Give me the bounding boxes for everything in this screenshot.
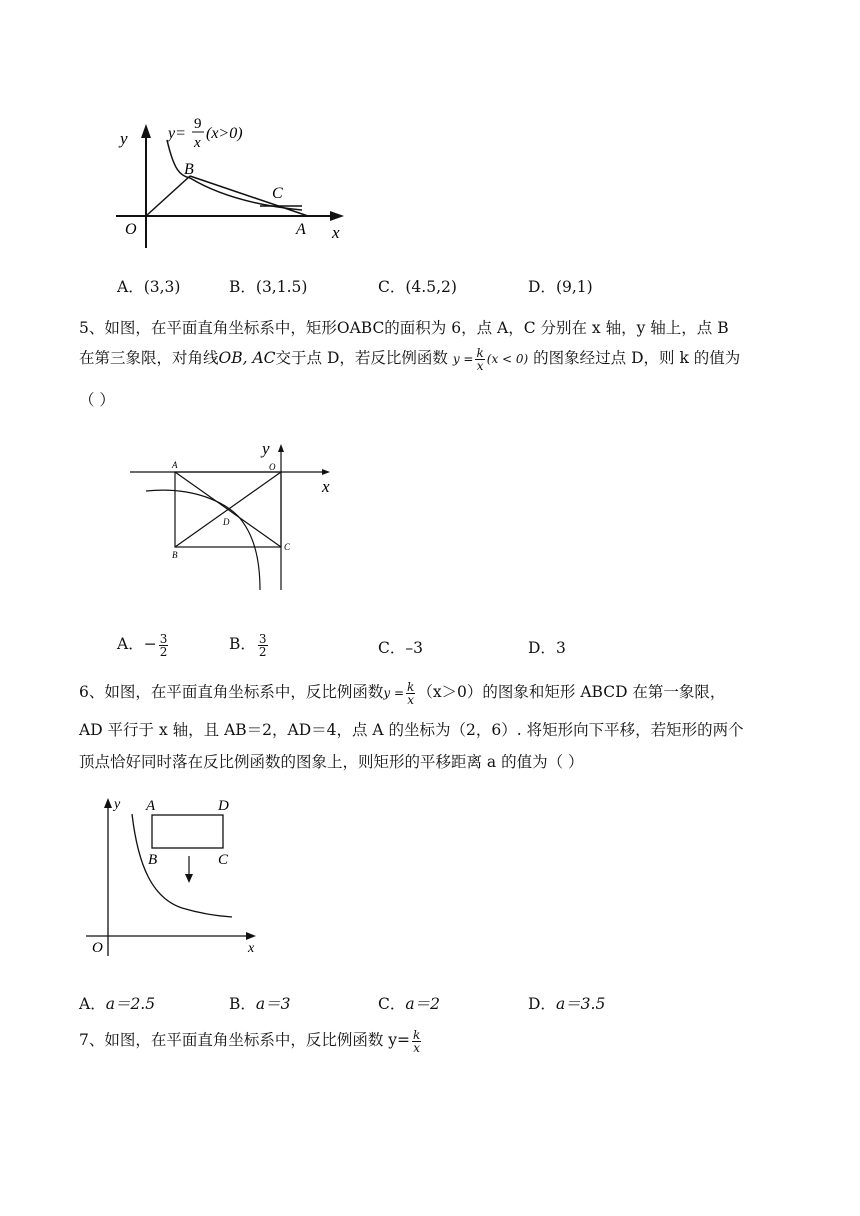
y-label: y (262, 439, 270, 458)
figure-q6 (82, 790, 272, 960)
point-a-label: A (146, 798, 156, 814)
point-a-label: A (172, 460, 178, 470)
y-axis-arrow (278, 444, 284, 452)
x-axis-arrow (322, 469, 330, 475)
point-c-label: C (218, 852, 229, 868)
q6-line-3: 顶点恰好同时落在反比例函数的图象上，则矩形的平移距离 a 的值为（ ） (79, 753, 584, 771)
origin-label: O (92, 940, 103, 956)
func-num: 9 (194, 116, 202, 132)
q5-line-3: （ ） (79, 391, 115, 409)
q6-fraction: $\frac{k}{x}$ (407, 679, 415, 707)
q5-line-1: 5、如图，在平面直角坐标系中，矩形OABC的面积为 6，点 A，C 分别在 x 轴，y 轴上，点 B (79, 319, 729, 337)
q5-fraction: $\frac{k}{x}$ (476, 345, 484, 373)
origin-label: O (269, 462, 276, 472)
point-d-label: D (223, 517, 230, 527)
q6-option-b[interactable]: B．a＝3 (229, 995, 291, 1013)
x-axis-arrow (246, 932, 256, 940)
x-label: x (248, 941, 255, 956)
q6-option-a[interactable]: A．a＝2.5 (79, 995, 156, 1013)
origin-label: O (125, 221, 137, 238)
option-fraction: $\frac{3}{2}$ (258, 631, 267, 659)
q7-fraction: $\frac{k}{x}$ (413, 1027, 421, 1055)
option-fraction: $\frac{3}{2}$ (159, 631, 168, 659)
q4-option-a[interactable] (117, 275, 180, 297)
q4-option-d[interactable] (528, 275, 593, 297)
y-label: y (114, 797, 121, 812)
x-label: x (332, 223, 340, 242)
point-c-label: C (284, 542, 291, 552)
func-cond: (x>0) (206, 125, 243, 142)
option-letter: D． (528, 278, 556, 296)
option-value: (4.5,2) (405, 278, 457, 296)
point-b-label: B (184, 161, 194, 178)
point-d-label: D (218, 798, 229, 814)
point-b-label: B (148, 852, 158, 868)
func-lhs: y= (168, 125, 186, 142)
q6-line-2: AD 平行于 x 轴，且 AB＝2，AD＝4，点 A 的坐标为（2，6）. 将矩形向下平移，若矩形的两个 (79, 721, 744, 739)
rectangle-abcd (152, 815, 223, 848)
figure-q4 (110, 110, 360, 250)
option-value: (3,1.5) (255, 278, 308, 296)
q7-line-1: 7、如图，在平面直角坐标系中，反比例函数 y= $\frac{k}{x}$ (79, 1027, 421, 1055)
point-a-label: A (296, 221, 306, 238)
func-den: x (194, 135, 201, 151)
point-b-label: B (172, 550, 178, 560)
q5-option-a[interactable]: A．− $\frac{3}{2}$ (117, 631, 168, 659)
q4-option-b[interactable] (229, 275, 307, 297)
q6-option-c[interactable]: C．a＝2 (378, 995, 440, 1013)
q5-line-2: 在第三象限，对角线OB, AC交于点 D，若反比例函数 y = $\frac{k}{x}$ (x < 0) 的图象经过点 D，则 k 的值为 (79, 345, 741, 373)
figure-q5 (126, 434, 346, 594)
q6-line-1: 6、如图，在平面直角坐标系中，反比例函数y = $\frac{k}{x}$ （x＞0）的图象和矩形 ABCD 在第一象限， (79, 679, 726, 707)
option-letter: A． (117, 278, 144, 296)
option-letter: C． (378, 278, 406, 296)
y-axis-arrow (104, 798, 112, 808)
point-c-label: C (272, 185, 283, 202)
q6-option-d[interactable]: D．a＝3.5 (528, 995, 606, 1013)
q5-option-d[interactable]: D．3 (528, 639, 566, 657)
q5-option-b[interactable]: B． $\frac{3}{2}$ (229, 631, 267, 659)
option-value: (3,3) (143, 278, 181, 296)
hyperbola-curve (146, 490, 260, 590)
y-label: y (120, 129, 128, 148)
arrow-down-head (185, 874, 193, 883)
x-axis-arrow (330, 211, 344, 221)
hyperbola-curve (132, 814, 232, 917)
y-axis-arrow (141, 124, 151, 138)
option-letter: B． (229, 278, 256, 296)
q5-option-c[interactable]: C．–3 (378, 639, 423, 657)
q4-option-c[interactable] (378, 275, 457, 297)
x-label: x (322, 477, 330, 496)
segment-ba (190, 176, 308, 216)
segment-ob (146, 176, 190, 216)
option-value: (9,1) (555, 278, 593, 296)
